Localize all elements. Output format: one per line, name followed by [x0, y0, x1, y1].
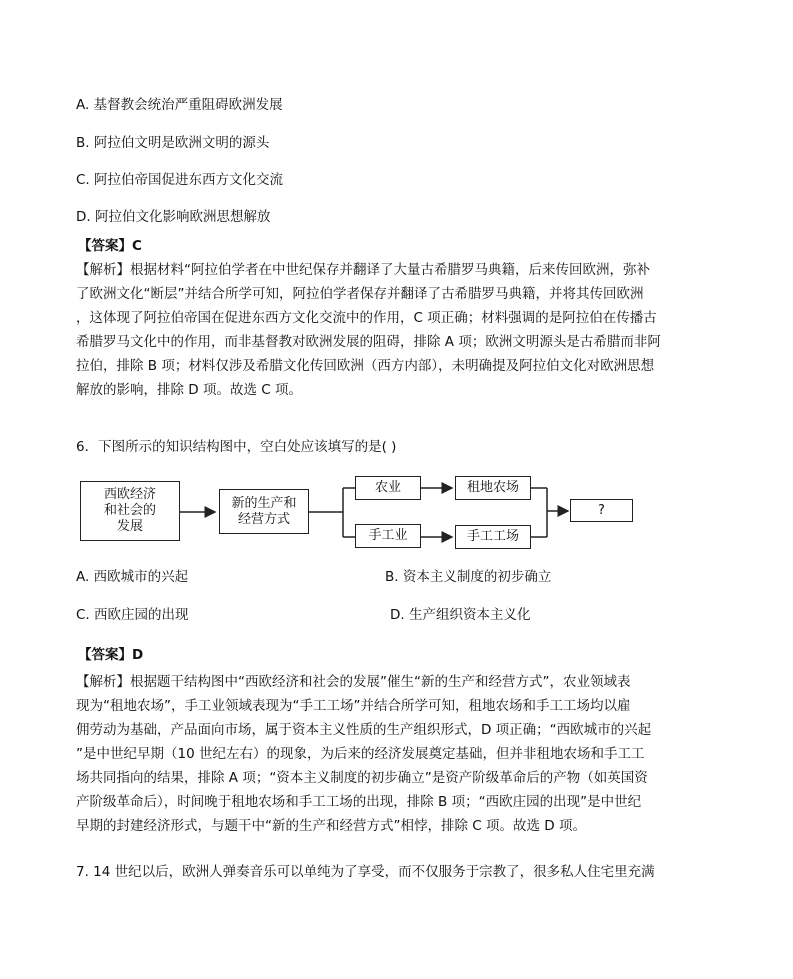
answer-label-q6: 【答案】D	[78, 647, 144, 663]
analysis-line: 现为“租地农场”，手工业领域表现为“手工工场”并结合所学可知，租地农场和手工工场均以雇	[76, 698, 631, 714]
box-new-production	[219, 489, 309, 534]
analysis-line: ”是中世纪早期（10 世纪左右）的现象，为后来的经济发展奠定基础，但并非租地农场和手工工	[76, 746, 645, 762]
box-tenant-farm: 租地农场	[455, 476, 531, 500]
question-7: 7. 14 世纪以后，欧洲人弹奏音乐可以单纯为了享受，而不仅服务于宗教了，很多私人住宅里充满	[76, 864, 655, 880]
analysis-line: ，这体现了阿拉伯帝国在促进东西方文化交流中的作用，C 项正确；材料强调的是阿拉伯在传播古	[76, 310, 657, 326]
option-c: C. 阿拉伯帝国促进东西方文化交流	[76, 172, 284, 188]
option-b: B. 阿拉伯文明是欧洲文明的源头	[76, 135, 270, 151]
box-text: 西欧经济	[103, 487, 156, 502]
analysis-paragraph-q6	[76, 670, 682, 838]
analysis-line: 【解析】根据材料“阿拉伯学者在中世纪保存并翻译了大量古希腊罗马典籍，后来传回欧洲，弥补	[76, 262, 650, 278]
analysis-line: 早期的封建经济形式，与题干中“新的生产和经营方式”相悖，排除 C 项。故选 D 项。	[76, 818, 586, 834]
analysis-line: 拉伯，排除 B 项；材料仅涉及希腊文化传回欧洲（西方内部），未明确提及阿拉伯文化对欧洲思想	[76, 358, 655, 374]
box-text: 新的生产和	[231, 495, 297, 511]
q6-option-d: D. 生产组织资本主义化	[390, 607, 531, 623]
box-handicraft: 手工业	[355, 524, 421, 548]
answer-label: 【答案】C	[78, 238, 142, 254]
box-unknown: ?	[570, 499, 633, 522]
box-workshop: 手工工场	[455, 525, 531, 549]
analysis-line: 【解析】根据题干结构图中“西欧经济和社会的发展”催生“新的生产和经营方式”，农业领域表	[76, 674, 631, 690]
q6-option-b: B. 资本主义制度的初步确立	[385, 569, 552, 585]
analysis-line: 了欧洲文化“断层”并结合所学可知，阿拉伯学者保存并翻译了古希腊罗马典籍，并将其传回欧洲	[76, 286, 644, 302]
box-text: 和社会的	[103, 503, 156, 518]
question-6: 6．下图所示的知识结构图中，空白处应该填写的是( )	[76, 439, 397, 455]
analysis-line: 场共同指向的结果，排除 A 项；“资本主义制度的初步确立”是资产阶级革命后的产物（如英国资	[76, 770, 648, 786]
box-west-europe-development	[80, 481, 180, 541]
box-text: 发展	[116, 519, 143, 534]
q6-option-c: C. 西欧庄园的出现	[76, 607, 189, 623]
option-a: A. 基督教会统治严重阻碍欧洲发展	[76, 97, 283, 113]
box-text: 经营方式	[237, 511, 290, 527]
q6-option-a: A. 西欧城市的兴起	[76, 569, 189, 585]
option-d: D. 阿拉伯文化影响欧洲思想解放	[76, 209, 271, 225]
box-agriculture: 农业	[355, 476, 421, 500]
analysis-line: 解放的影响，排除 D 项。故选 C 项。	[76, 382, 302, 398]
analysis-line: 产阶级革命后），时间晚于租地农场和手工工场的出现，排除 B 项；“西欧庄园的出现”是中世纪	[76, 794, 642, 810]
analysis-line: 佣劳动为基础，产品面向市场，属于资本主义性质的生产组织形式，D 项正确；“西欧城市的兴起	[76, 722, 652, 738]
analysis-line: 希腊罗马文化中的作用，而非基督教对欧洲发展的阻碍，排除 A 项；欧洲文明源头是古希腊而非阿	[76, 334, 661, 350]
